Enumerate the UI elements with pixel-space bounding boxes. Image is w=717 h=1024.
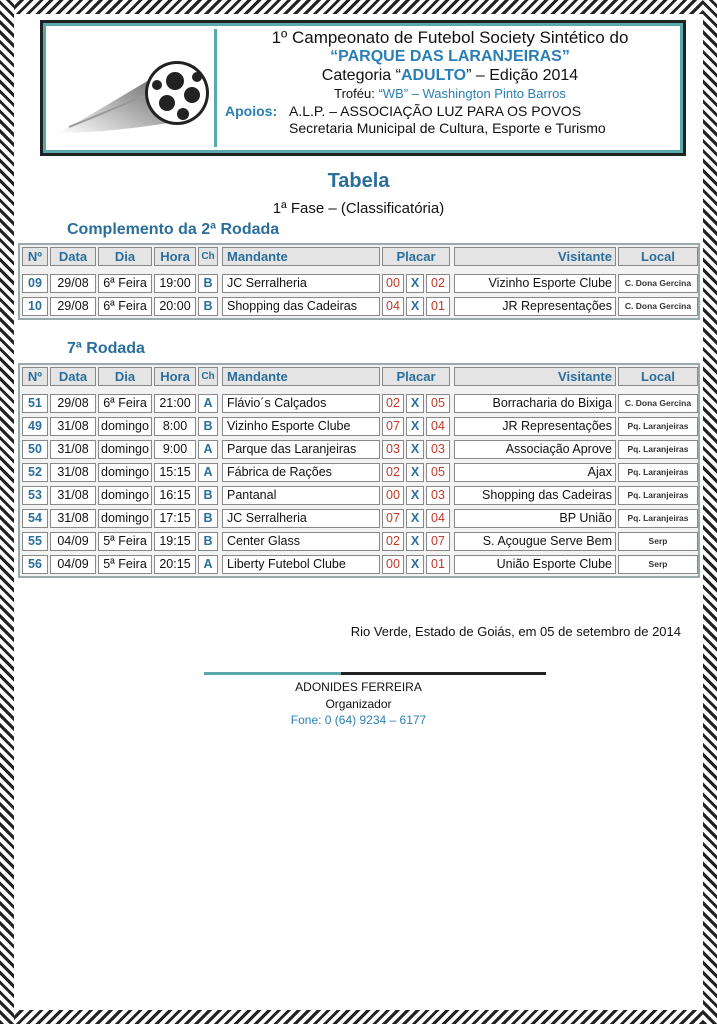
cell-n: 49: [22, 417, 48, 436]
cell-dia: domingo: [98, 486, 152, 505]
cell-mandante: Fábrica de Rações: [222, 463, 380, 482]
cell-data: 31/08: [50, 440, 96, 459]
decorative-border-top: [0, 0, 717, 14]
sponsors-label: Apoios:: [225, 103, 278, 119]
cell-dia: 6ª Feira: [98, 274, 152, 293]
cell-dia: domingo: [98, 440, 152, 459]
cell-local: C. Dona Gercina: [618, 297, 698, 316]
cell-hora: 21:00: [154, 394, 196, 413]
cell-score-home: 02: [382, 463, 404, 482]
cell-score-home: 02: [382, 532, 404, 551]
cell-dia: 6ª Feira: [98, 297, 152, 316]
cell-visitante: Borracharia do Bixiga: [454, 394, 616, 413]
table-row: [20, 272, 698, 295]
cell-data: 29/08: [50, 274, 96, 293]
cell-local: Pq. Laranjeiras: [618, 463, 698, 482]
cell-ch: B: [198, 297, 218, 316]
cell-visitante: BP União: [454, 509, 616, 528]
cell-ch: B: [198, 274, 218, 293]
table-row: [20, 553, 698, 576]
section-title-7a-rodada: 7ª Rodada: [67, 340, 145, 357]
cell-local: Pq. Laranjeiras: [618, 440, 698, 459]
cell-hora: 15:15: [154, 463, 196, 482]
cell-hora: 20:00: [154, 297, 196, 316]
cell-local: C. Dona Gercina: [618, 394, 698, 413]
rows-complemento: [20, 272, 698, 318]
page-title: Tabela: [327, 170, 390, 192]
cell-data: 04/09: [50, 555, 96, 574]
cell-score-away: 05: [426, 463, 450, 482]
cell-dia: 6ª Feira: [98, 394, 152, 413]
cell-n: 50: [22, 440, 48, 459]
cell-visitante: Ajax: [454, 463, 616, 482]
cell-score-away: 03: [426, 440, 450, 459]
organizer-role: Organizador: [325, 697, 392, 711]
cell-local: Pq. Laranjeiras: [618, 509, 698, 528]
cell-n: 56: [22, 555, 48, 574]
cell-mandante: Liberty Futebol Clube: [222, 555, 380, 574]
cell-n: 51: [22, 394, 48, 413]
cell-score-away: 01: [426, 297, 450, 316]
cell-data: 31/08: [50, 509, 96, 528]
sponsor-1: A.L.P. – ASSOCIAÇÃO LUZ PARA OS POVOS: [289, 103, 582, 119]
table-row: [20, 438, 698, 461]
cell-local: Serp: [618, 532, 698, 551]
cell-hora: 17:15: [154, 509, 196, 528]
cell-score-home: 07: [382, 509, 404, 528]
col-hora: Hora: [154, 247, 196, 266]
table-row: [20, 415, 698, 438]
cell-n: 52: [22, 463, 48, 482]
decorative-border-right: [703, 0, 717, 1024]
cell-visitante: Vizinho Esporte Clube: [454, 274, 616, 293]
cell-dia: domingo: [98, 463, 152, 482]
cell-dia: 5ª Feira: [98, 532, 152, 551]
cell-n: 09: [22, 274, 48, 293]
sponsors-list: [289, 103, 606, 137]
championship-venue: “PARQUE DAS LARANJEIRAS”: [330, 48, 570, 65]
trophy-label: Troféu:: [334, 86, 375, 101]
cell-score-x: X: [406, 555, 424, 574]
cell-hora: 9:00: [154, 440, 196, 459]
decorative-border-bottom: [0, 1010, 717, 1024]
cell-score-home: 02: [382, 394, 404, 413]
cell-mandante: Pantanal: [222, 486, 380, 505]
col-visitante: Visitante: [454, 247, 616, 266]
col-n: Nº: [22, 247, 48, 266]
cell-data: 29/08: [50, 394, 96, 413]
cell-hora: 19:00: [154, 274, 196, 293]
cell-ch: A: [198, 555, 218, 574]
col-local: Local: [618, 367, 698, 386]
trophy-name: “WB” – Washington Pinto Barros: [378, 86, 566, 101]
cell-mandante: Vizinho Esporte Clube: [222, 417, 380, 436]
cell-visitante: União Esporte Clube: [454, 555, 616, 574]
cell-hora: 19:15: [154, 532, 196, 551]
cell-visitante: JR Representações: [454, 297, 616, 316]
cell-mandante: JC Serralheria: [222, 509, 380, 528]
cell-ch: B: [198, 417, 218, 436]
cell-local: Pq. Laranjeiras: [618, 486, 698, 505]
cell-n: 54: [22, 509, 48, 528]
organizer-name: ADONIDES FERREIRA: [295, 680, 422, 694]
cell-score-x: X: [406, 274, 424, 293]
col-data: Data: [50, 367, 96, 386]
cell-score-away: 01: [426, 555, 450, 574]
cell-score-home: 00: [382, 274, 404, 293]
cell-visitante: S. Açougue Serve Bem: [454, 532, 616, 551]
table-header: [20, 365, 698, 388]
cell-ch: B: [198, 509, 218, 528]
cell-score-x: X: [406, 486, 424, 505]
col-ch: Ch: [198, 367, 218, 386]
cell-score-away: 05: [426, 394, 450, 413]
col-local: Local: [618, 247, 698, 266]
col-ch: Ch: [198, 247, 218, 266]
category-suffix: ” – Edição 2014: [466, 67, 579, 84]
sponsor-2: Secretaria Municipal de Cultura, Esporte e Turismo: [289, 120, 606, 136]
cell-score-x: X: [406, 440, 424, 459]
cell-local: Serp: [618, 555, 698, 574]
col-visitante: Visitante: [454, 367, 616, 386]
logo: [49, 29, 217, 147]
cell-dia: 5ª Feira: [98, 555, 152, 574]
cell-score-away: 04: [426, 417, 450, 436]
cell-data: 29/08: [50, 297, 96, 316]
table-row: [20, 295, 698, 318]
col-mandante: Mandante: [222, 367, 380, 386]
cell-data: 31/08: [50, 486, 96, 505]
place-date: Rio Verde, Estado de Goiás, em 05 de setembro de 2014: [350, 624, 681, 639]
organizer-phone: Fone: 0 (64) 9234 – 6177: [290, 713, 427, 727]
games-table-7a-rodada: [18, 363, 700, 578]
cell-score-x: X: [406, 463, 424, 482]
col-mandante: Mandante: [222, 247, 380, 266]
cell-score-x: X: [406, 509, 424, 528]
col-data: Data: [50, 247, 96, 266]
cell-local: C. Dona Gercina: [618, 274, 698, 293]
cell-score-x: X: [406, 417, 424, 436]
cell-score-home: 00: [382, 486, 404, 505]
cell-hora: 8:00: [154, 417, 196, 436]
cell-mandante: Shopping das Cadeiras: [222, 297, 380, 316]
table-row: [20, 392, 698, 415]
section-title-complemento: Complemento da 2ª Rodada: [67, 221, 280, 238]
games-table-complemento: [18, 243, 700, 320]
table-header: [20, 245, 698, 268]
cell-dia: domingo: [98, 509, 152, 528]
table-row: [20, 507, 698, 530]
cell-visitante: Shopping das Cadeiras: [454, 486, 616, 505]
cell-hora: 20:15: [154, 555, 196, 574]
cell-score-away: 04: [426, 509, 450, 528]
cell-data: 04/09: [50, 532, 96, 551]
header-box: [40, 20, 686, 156]
cell-dia: domingo: [98, 417, 152, 436]
cell-score-x: X: [406, 532, 424, 551]
cell-score-x: X: [406, 394, 424, 413]
cell-ch: B: [198, 486, 218, 505]
col-dia: Dia: [98, 367, 152, 386]
category-name: ADULTO: [400, 67, 467, 84]
col-dia: Dia: [98, 247, 152, 266]
cell-n: 10: [22, 297, 48, 316]
col-placar: Placar: [382, 247, 450, 266]
cell-data: 31/08: [50, 417, 96, 436]
cell-visitante: Associação Aprove: [454, 440, 616, 459]
cell-n: 55: [22, 532, 48, 551]
cell-ch: A: [198, 440, 218, 459]
cell-n: 53: [22, 486, 48, 505]
header-text: [225, 28, 675, 101]
cell-ch: A: [198, 463, 218, 482]
cell-score-away: 02: [426, 274, 450, 293]
category-line: [225, 66, 675, 86]
rows-7a-rodada: [20, 392, 698, 576]
signature-line: [204, 672, 546, 675]
cell-mandante: Parque das Laranjeiras: [222, 440, 380, 459]
cell-hora: 16:15: [154, 486, 196, 505]
cell-mandante: Center Glass: [222, 532, 380, 551]
cell-score-home: 07: [382, 417, 404, 436]
cell-mandante: Flávio´s Calçados: [222, 394, 380, 413]
col-placar: Placar: [382, 367, 450, 386]
category-prefix: Categoria “: [321, 67, 401, 84]
table-row: [20, 530, 698, 553]
cell-score-away: 03: [426, 486, 450, 505]
cell-score-home: 00: [382, 555, 404, 574]
col-hora: Hora: [154, 367, 196, 386]
cell-score-home: 04: [382, 297, 404, 316]
decorative-border-left: [0, 0, 14, 1024]
cell-score-away: 07: [426, 532, 450, 551]
cell-score-home: 03: [382, 440, 404, 459]
championship-title: 1º Campeonato de Futebol Society Sintético do: [271, 28, 629, 47]
cell-mandante: JC Serralheria: [222, 274, 380, 293]
cell-local: Pq. Laranjeiras: [618, 417, 698, 436]
col-n: Nº: [22, 367, 48, 386]
cell-score-x: X: [406, 297, 424, 316]
page-subtitle: 1ª Fase – (Classificatória): [272, 200, 445, 217]
cell-ch: A: [198, 394, 218, 413]
cell-data: 31/08: [50, 463, 96, 482]
table-row: [20, 461, 698, 484]
cell-ch: B: [198, 532, 218, 551]
table-row: [20, 484, 698, 507]
cell-visitante: JR Representações: [454, 417, 616, 436]
trophy-line: [225, 86, 675, 101]
soccer-ball-icon: [49, 29, 217, 147]
